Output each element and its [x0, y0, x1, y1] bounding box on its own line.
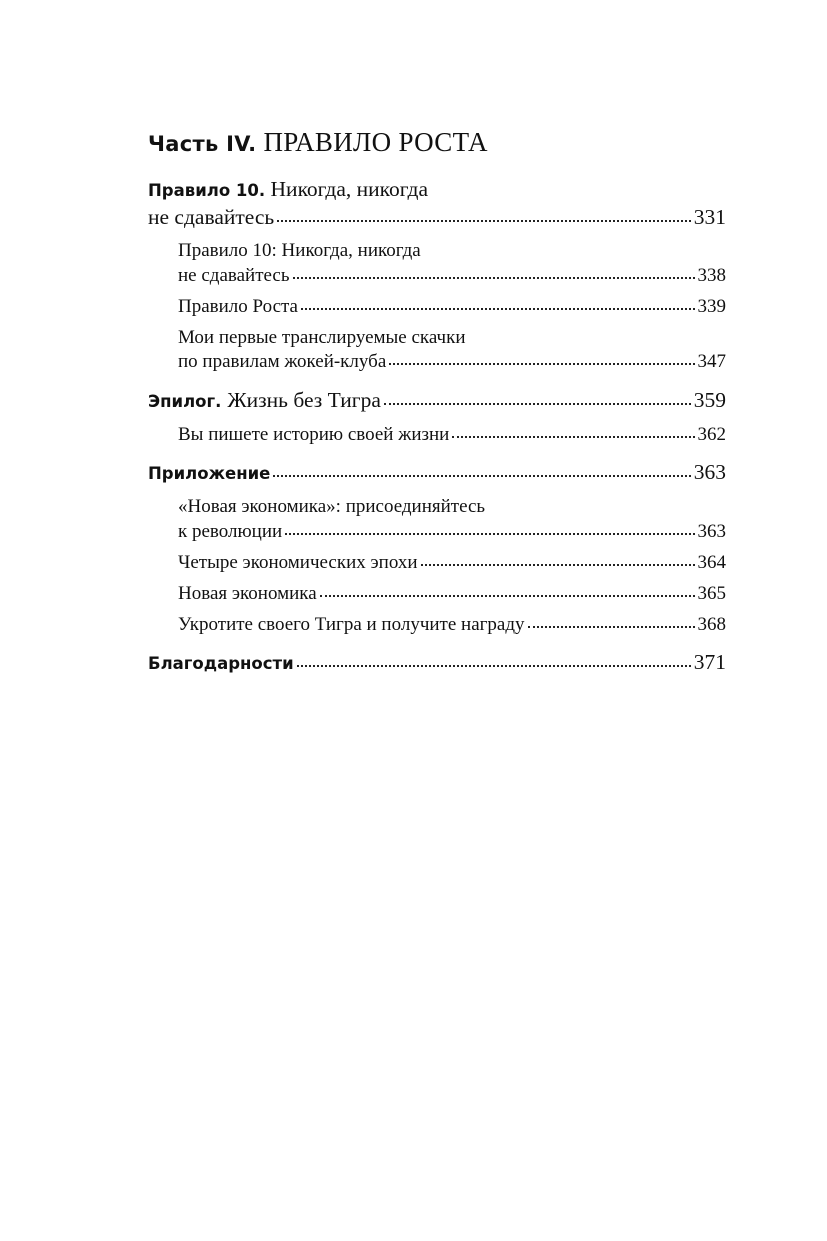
entry-title-line2: по правилам жокей-клуба: [178, 351, 387, 372]
chapter-label: Приложение: [148, 464, 271, 483]
page-number: 339: [697, 295, 726, 317]
page-number: 368: [697, 613, 726, 635]
page-number: 347: [697, 351, 726, 372]
toc-entry-appendix[interactable]: [148, 459, 726, 487]
page-number: 365: [697, 582, 726, 604]
entry-title-line1: Мои первые транслируемые скачки: [178, 326, 466, 348]
dot-leader: [285, 533, 694, 535]
dot-leader: [273, 475, 690, 477]
entry-title: Укротите своего Тигра и получите награду: [178, 613, 525, 635]
toc-entry-four-eras[interactable]: [148, 551, 726, 576]
dot-leader: [277, 220, 691, 222]
page-number: 371: [693, 650, 726, 674]
page-number: 359: [693, 387, 726, 412]
page-number: 331: [693, 205, 726, 229]
toc-entry-epilogue[interactable]: [148, 387, 726, 415]
toc-entry-rule-10-sub[interactable]: [148, 239, 726, 288]
part-title: ПРАВИЛО РОСТА: [263, 127, 488, 157]
chapter-label: Эпилог.: [148, 391, 222, 411]
table-of-contents: [148, 124, 726, 685]
dot-leader: [301, 308, 695, 310]
page-number: 363: [697, 520, 726, 542]
entry-title-line2: к революции: [178, 520, 283, 542]
entry-title: Правило Роста: [178, 295, 298, 317]
page-number: 363: [693, 460, 726, 484]
dot-leader: [528, 626, 695, 628]
dot-leader: [384, 403, 691, 405]
toc-entry-your-story[interactable]: [148, 423, 726, 448]
toc-entry-acknowledgements[interactable]: [148, 649, 726, 677]
dot-leader: [297, 665, 691, 667]
chapter-title-line1: Никогда, никогда: [270, 177, 428, 201]
chapter-label: Благодарности: [148, 654, 294, 673]
part-heading: [148, 124, 726, 162]
page-number: 338: [697, 264, 726, 286]
chapter-title-line2: не сдавайтесь: [148, 205, 275, 229]
entry-title-line1: «Новая экономика»: присоединяйтесь: [178, 496, 486, 517]
dot-leader: [389, 363, 694, 365]
chapter-title: Жизнь без Тигра: [227, 387, 381, 412]
dot-leader: [320, 595, 695, 597]
entry-title-line1: Правило 10: Никогда, никогда: [178, 240, 421, 261]
entry-title: Четыре экономических эпохи: [178, 551, 418, 573]
part-label: Часть IV.: [148, 132, 257, 156]
page-number: 362: [697, 423, 726, 445]
chapter-label: Правило 10.: [148, 181, 266, 200]
dot-leader: [421, 564, 695, 566]
toc-entry-tame-tiger[interactable]: [148, 613, 726, 638]
dot-leader: [452, 436, 694, 438]
entry-title-line2: не сдавайтесь: [178, 264, 290, 286]
toc-entry-new-economy-revolution[interactable]: [148, 495, 726, 544]
toc-entry-growth-rule[interactable]: [148, 295, 726, 320]
entry-title: Новая экономика: [178, 582, 317, 604]
toc-entry-rule-10[interactable]: [148, 176, 726, 231]
dot-leader: [293, 277, 695, 279]
entry-title: Вы пишете историю своей жизни: [178, 423, 450, 445]
toc-entry-first-races[interactable]: [148, 326, 726, 375]
toc-entry-new-economy[interactable]: [148, 582, 726, 607]
page-number: 364: [697, 551, 726, 573]
